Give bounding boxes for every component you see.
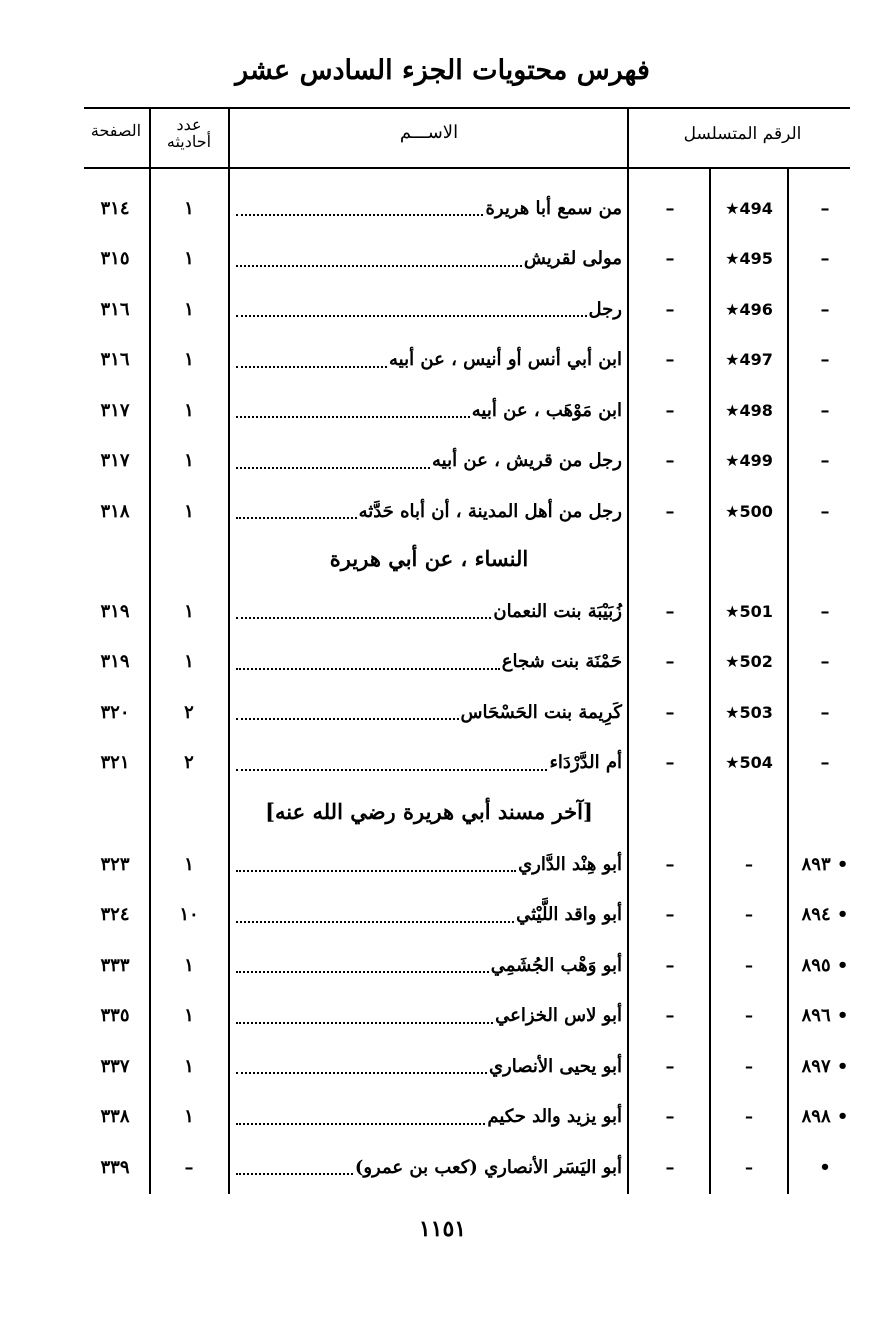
header-serial: الرقم المتسلسل xyxy=(683,124,802,144)
name-text: أبو لاس الخزاعي xyxy=(495,1005,622,1026)
serial-cell-d: – xyxy=(665,349,675,370)
table-row xyxy=(0,234,885,284)
serial-cell-d: – xyxy=(665,298,675,320)
dot-leader xyxy=(236,1072,487,1074)
serial-cell-d: – xyxy=(665,752,675,773)
count-cell: ١ xyxy=(184,600,194,622)
name-cell xyxy=(236,586,622,636)
serial-cell-b: – xyxy=(820,752,830,773)
page-cell: ٣١٩ xyxy=(100,600,130,622)
name-text: مولى لقريش xyxy=(523,248,622,269)
count-cell: ١ xyxy=(184,1106,194,1127)
count-cell: ١٠ xyxy=(179,904,199,925)
page-title: فهرس محتويات الجزء السادس عشر xyxy=(235,55,650,86)
page-cell: ٣٣٩ xyxy=(100,1156,130,1178)
name-cell xyxy=(236,839,622,889)
page-cell: ٣٢٣ xyxy=(100,853,130,875)
page-cell: ٣٢٤ xyxy=(100,904,130,925)
serial-cell-d: – xyxy=(665,651,675,672)
serial-cell-d: – xyxy=(665,450,675,471)
dot-leader xyxy=(236,617,491,619)
serial-cell-b: • ٨٩٣ xyxy=(801,853,849,875)
name-cell xyxy=(236,890,622,940)
serial-cell-b: • ٨٩٨ xyxy=(801,1106,849,1127)
serial-cell-c: 495★ xyxy=(725,249,773,268)
dot-leader xyxy=(236,315,587,317)
name-text: أبو وَهْب الجُشَمِي xyxy=(490,954,622,976)
serial-cell-c: 504★ xyxy=(725,753,773,772)
page-cell: ٣١٦ xyxy=(100,298,130,320)
count-cell: – xyxy=(184,1156,194,1178)
page-cell: ٣٣٧ xyxy=(100,1055,130,1077)
name-cell xyxy=(236,991,622,1041)
count-cell: ٢ xyxy=(184,752,194,773)
name-cell xyxy=(236,183,622,233)
header-bottom-rule xyxy=(84,167,850,169)
serial-cell-d: – xyxy=(665,1055,675,1077)
table-row xyxy=(0,637,885,687)
name-text: أبو اليَسَر الأنصاري (كعب بن عمرو) xyxy=(354,1156,622,1178)
serial-cell-d: – xyxy=(665,197,675,219)
name-text: حَمْنَة بنت شجاع xyxy=(501,651,622,672)
name-cell xyxy=(236,486,622,536)
count-cell: ١ xyxy=(184,500,194,522)
serial-cell-b: – xyxy=(820,197,830,219)
serial-cell-d: – xyxy=(665,399,675,421)
serial-cell-b: • ٨٩٦ xyxy=(801,1005,849,1026)
page-cell: ٣١٦ xyxy=(100,349,130,370)
table-row xyxy=(0,1142,885,1192)
name-text: أبو واقد اللَّيْثي xyxy=(516,904,622,925)
serial-cell-b: – xyxy=(820,349,830,370)
dot-leader xyxy=(236,214,483,216)
page-cell: ٣٣٣ xyxy=(100,954,130,976)
serial-cell-b: – xyxy=(820,701,830,723)
serial-cell-b: • ٨٩٥ xyxy=(801,954,849,976)
serial-cell-c: – xyxy=(745,905,753,924)
name-text: رجل من قريش ، عن أبيه xyxy=(432,450,622,471)
table-row xyxy=(0,385,885,435)
page-cell: ٣١٤ xyxy=(100,197,130,219)
page-cell: ٣٣٨ xyxy=(100,1106,130,1127)
count-cell: ١ xyxy=(184,651,194,672)
table-row xyxy=(0,940,885,990)
serial-cell-c: 498★ xyxy=(725,400,773,420)
serial-cell-c: 503★ xyxy=(725,702,773,722)
serial-cell-c: – xyxy=(745,1107,753,1126)
dot-leader xyxy=(236,1123,485,1125)
name-cell xyxy=(236,385,622,435)
dot-leader xyxy=(236,467,430,469)
serial-cell-d: – xyxy=(665,1156,675,1178)
name-cell xyxy=(236,234,622,284)
serial-cell-b: – xyxy=(820,651,830,672)
dot-leader xyxy=(236,416,470,418)
count-cell: ١ xyxy=(184,298,194,320)
serial-cell-c: 502★ xyxy=(725,652,773,671)
name-text: ابن أبي أنس أو أنيس ، عن أبيه xyxy=(389,349,622,370)
name-cell xyxy=(236,436,622,486)
count-cell: ١ xyxy=(184,1055,194,1077)
name-text: كَرِيمة بنت الحَسْحَاس xyxy=(460,701,622,723)
name-text: زُبَيْبَة بنت النعمان xyxy=(493,600,622,622)
table-row xyxy=(0,335,885,385)
count-cell: ٢ xyxy=(184,701,194,723)
name-text: أبو هِنْد الدَّاري xyxy=(518,853,622,875)
name-cell xyxy=(236,284,622,334)
name-cell xyxy=(236,940,622,990)
serial-cell-d: – xyxy=(665,600,675,622)
name-text: من سمع أبا هريرة xyxy=(485,197,622,219)
serial-cell-c: – xyxy=(745,1056,753,1076)
serial-cell-c: – xyxy=(745,1157,753,1177)
header-name: الاســـم xyxy=(399,122,459,143)
page-cell: ٣١٧ xyxy=(100,399,130,421)
serial-cell-b: – xyxy=(820,399,830,421)
serial-cell-b: – xyxy=(820,248,830,269)
count-cell: ١ xyxy=(184,954,194,976)
table-row xyxy=(0,991,885,1041)
table-row xyxy=(0,890,885,940)
serial-cell-d: – xyxy=(665,853,675,875)
serial-cell-c: 500★ xyxy=(725,501,773,521)
dot-leader xyxy=(236,265,522,267)
count-cell: ١ xyxy=(184,1005,194,1026)
table-row xyxy=(0,486,885,536)
name-cell xyxy=(236,738,622,788)
serial-cell-b: – xyxy=(820,500,830,522)
name-text: ابن مَوْهَب ، عن أبيه xyxy=(471,399,622,421)
serial-cell-c: – xyxy=(745,854,753,874)
header-page: الصفحة xyxy=(90,121,142,140)
serial-cell-b: – xyxy=(820,298,830,320)
page-cell: ٣٢٠ xyxy=(100,701,130,723)
dot-leader xyxy=(236,921,514,923)
name-text: أم الدَّرْدَاء xyxy=(549,752,622,773)
serial-cell-c: 496★ xyxy=(725,299,773,319)
serial-cell-b: – xyxy=(820,600,830,622)
serial-cell-c: 501★ xyxy=(725,601,773,621)
table-row xyxy=(0,183,885,233)
dot-leader xyxy=(236,1022,493,1024)
serial-cell-d: – xyxy=(665,954,675,976)
dot-leader xyxy=(236,971,489,973)
dot-leader xyxy=(236,1173,353,1175)
section-heading-women: النساء ، عن أبي هريرة xyxy=(329,546,529,571)
table-row xyxy=(0,738,885,788)
page-cell: ٣١٨ xyxy=(100,500,130,522)
serial-cell-c: – xyxy=(745,955,753,975)
table-row xyxy=(0,586,885,636)
count-cell: ١ xyxy=(184,349,194,370)
dot-leader xyxy=(236,366,387,368)
name-text: أبو يزيد والد حكيم xyxy=(487,1106,622,1127)
name-cell xyxy=(236,1092,622,1142)
header-count: عدد أحاديثه xyxy=(166,115,212,151)
name-cell xyxy=(236,1142,622,1192)
serial-cell-b: – xyxy=(820,450,830,471)
count-cell: ١ xyxy=(184,197,194,219)
name-cell xyxy=(236,637,622,687)
serial-cell-d: – xyxy=(665,1106,675,1127)
count-cell: ١ xyxy=(184,450,194,471)
page-number: ١١٥١ xyxy=(418,1216,467,1242)
count-cell: ١ xyxy=(184,399,194,421)
section-heading-end: [آخر مسند أبي هريرة رضي الله عنه] xyxy=(265,799,593,824)
name-text: أبو يحيى الأنصاري xyxy=(488,1055,622,1077)
table-row xyxy=(0,436,885,486)
serial-cell-c: 497★ xyxy=(725,350,773,369)
serial-cell-d: – xyxy=(665,500,675,522)
count-cell: ١ xyxy=(184,248,194,269)
table-row xyxy=(0,687,885,737)
name-cell xyxy=(236,1041,622,1091)
table-row xyxy=(0,839,885,889)
dot-leader xyxy=(236,870,516,872)
page-cell: ٣١٧ xyxy=(100,450,130,471)
serial-cell-d: – xyxy=(665,701,675,723)
dot-leader xyxy=(236,769,547,771)
table-row xyxy=(0,1041,885,1091)
serial-cell-b: • ٨٩٤ xyxy=(801,904,849,925)
dot-leader xyxy=(236,668,500,670)
serial-cell-d: – xyxy=(665,904,675,925)
serial-cell-c: 499★ xyxy=(725,451,773,470)
serial-cell-c: 494★ xyxy=(725,198,773,218)
dot-leader xyxy=(236,517,357,519)
serial-cell-d: – xyxy=(665,248,675,269)
page-cell: ٣١٩ xyxy=(100,651,130,672)
serial-cell-d: – xyxy=(665,1005,675,1026)
name-text: رجل xyxy=(588,298,622,320)
table-top-rule xyxy=(84,107,850,109)
serial-cell-c: – xyxy=(745,1006,753,1025)
name-cell xyxy=(236,335,622,385)
count-cell: ١ xyxy=(184,853,194,875)
dot-leader xyxy=(236,718,459,720)
name-text: رجل من أهل المدينة ، أن أباه حَدَّثه xyxy=(358,500,622,522)
name-cell xyxy=(236,687,622,737)
page-cell: ٣٢١ xyxy=(100,752,130,773)
page-cell: ٣١٥ xyxy=(100,248,130,269)
serial-cell-b: • ٨٩٧ xyxy=(801,1055,849,1077)
page-cell: ٣٣٥ xyxy=(100,1005,130,1026)
table-row xyxy=(0,284,885,334)
serial-cell-b: • xyxy=(819,1156,831,1178)
table-row xyxy=(0,1092,885,1142)
